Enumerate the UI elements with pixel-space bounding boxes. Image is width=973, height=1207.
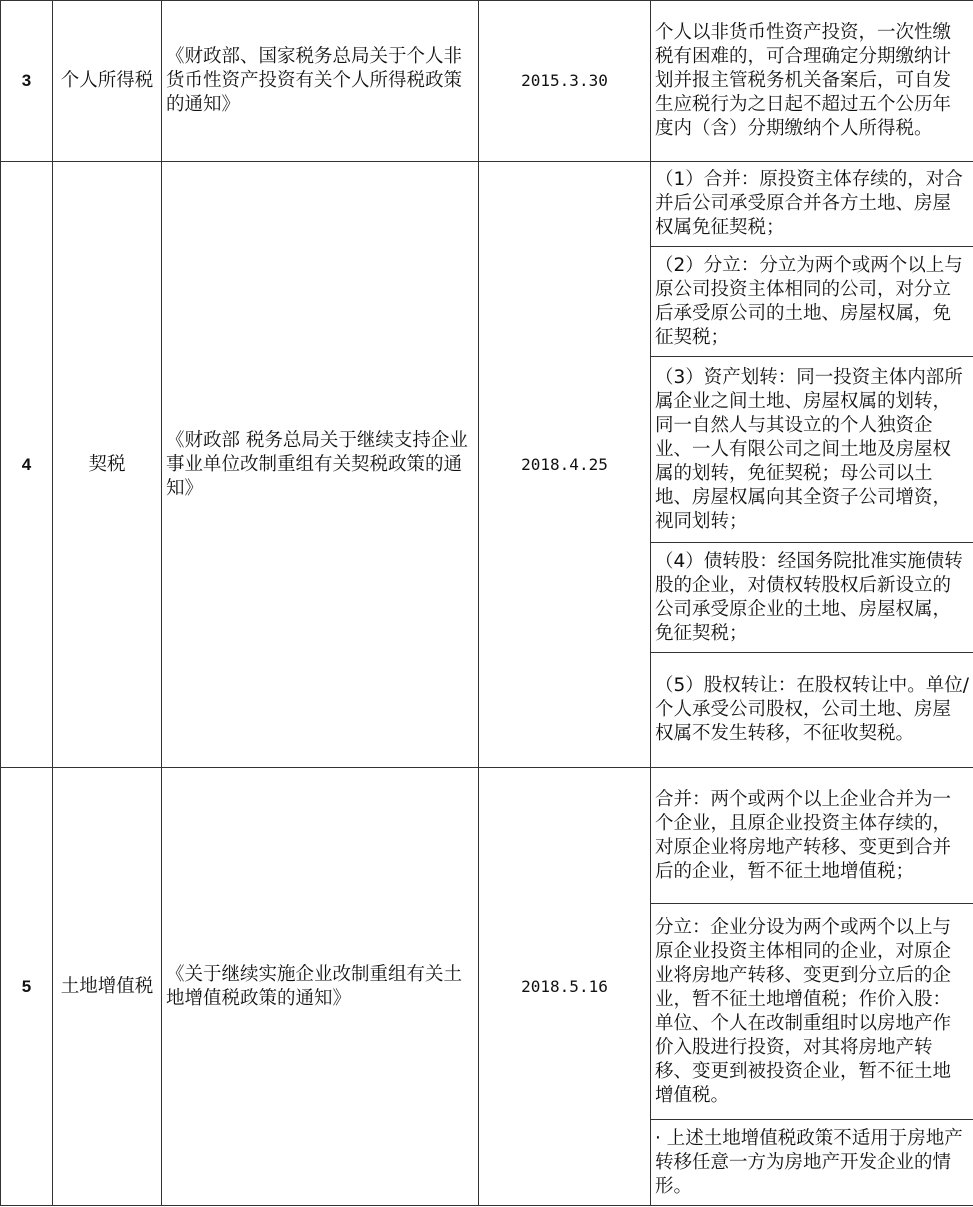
policy-document: 《财政部 税务总局关于继续支持企业事业单位改制重组有关契税政策的通知》 [162,162,479,768]
table-row [1,768,973,904]
tax-type: 个人所得税 [53,1,162,162]
policy-date: 2015.3.30 [479,1,651,162]
policy-date: 2018.4.25 [479,162,651,768]
table-row [1,162,973,247]
row-number: 4 [1,162,53,768]
table-row [1,1,973,162]
policy-detail: （4）债转股：经国务院批准实施债转股的企业，对债权转股权后新设立的公司承受原企业的土地、房屋权属，免征契税； [651,543,973,653]
policy-document: 《财政部、国家税务总局关于个人非货币性资产投资有关个人所得税政策的通知》 [162,1,479,162]
policy-detail: （2）分立：分立为两个或两个以上与原公司投资主体相同的公司，对分立后承受原公司的土地、房屋权属，免征契税； [651,247,973,357]
policy-detail: 合并：两个或两个以上企业合并为一个企业，且原企业投资主体存续的，对原企业将房地产转移、变更到合并后的企业，暂不征土地增值税； [651,768,973,904]
policy-detail: （1）合并：原投资主体存续的，对合并后公司承受原合并各方土地、房屋权属免征契税； [651,162,973,247]
policy-detail: （5）股权转让：在股权转让中。单位/个人承受公司股权，公司土地、房屋权属不发生转移，不征收契税。 [651,653,973,768]
row-number: 5 [1,768,53,1206]
policy-detail: 分立：企业分设为两个或两个以上与原企业投资主体相同的企业，对原企业将房地产转移、变更到分立后的企业，暂不征土地增值税；作价入股：单位、个人在改制重组时以房地产作价入股进行投资，对其将房地产转移、变更到被投资企业，暂不征土地增值税。 [651,904,973,1120]
policy-date: 2018.5.16 [479,768,651,1206]
policy-detail: · 上述土地增值税政策不适用于房地产转移任意一方为房地产开发企业的情形。 [651,1120,973,1206]
policy-document: 《关于继续实施企业改制重组有关土地增值税政策的通知》 [162,768,479,1206]
tax-type: 契税 [53,162,162,768]
policy-detail: 个人以非货币性资产投资，一次性缴税有困难的，可合理确定分期缴纳计划并报主管税务机关备案后，可自发生应税行为之日起不超过五个公历年度内（含）分期缴纳个人所得税。 [651,1,973,162]
row-number: 3 [1,1,53,162]
policy-detail: （3）资产划转：同一投资主体内部所属企业之间土地、房屋权属的划转，同一自然人与其设立的个人独资企业、一人有限公司之间土地及房屋权属的划转，免征契税；母公司以土地、房屋权属向其全资子公司增资，视同划转； [651,357,973,543]
tax-type: 土地增值税 [53,768,162,1206]
